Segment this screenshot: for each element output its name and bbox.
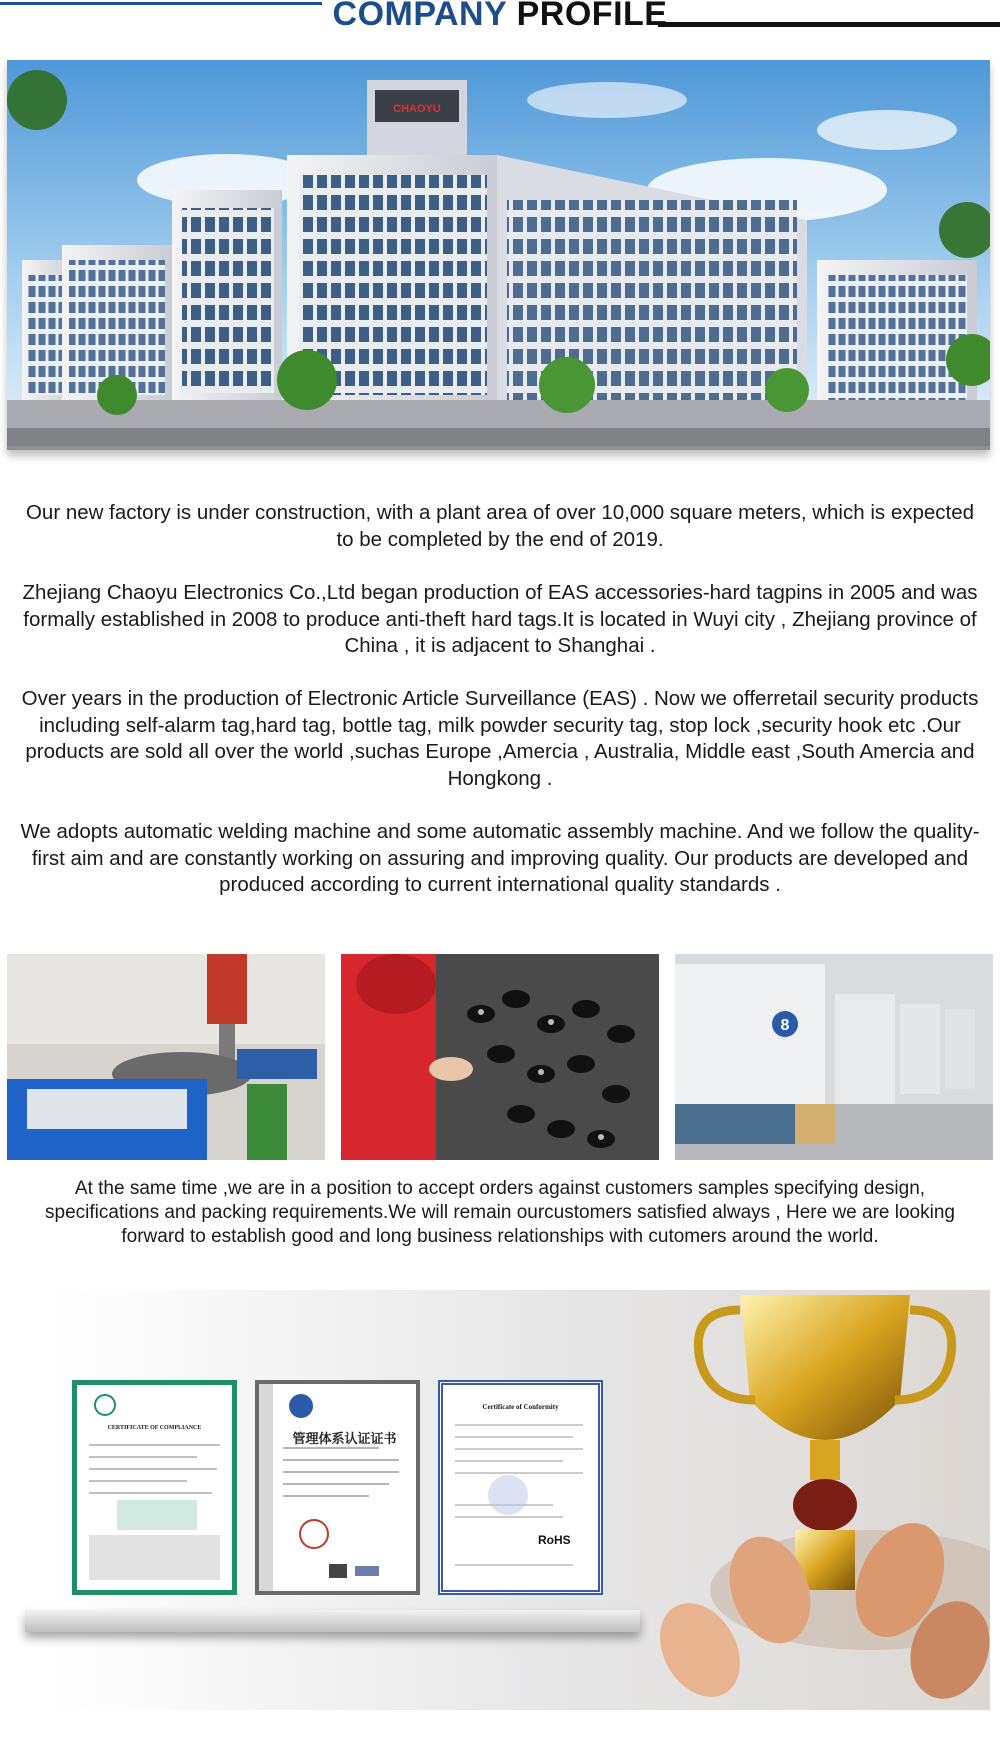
certificate-title: Certificate of Conformity (482, 1403, 559, 1411)
certificate-shelf (25, 1610, 640, 1632)
paragraph-orders: At the same time ,we are in a position to accept orders against customers samples specifying design, specifications and packing requirements.We will remain ourcustomers satisfied always , Here we are looking forward to establish good and long business relationships with cutomers around the world. (45, 1178, 955, 1247)
paragraph-quality: We adopts automatic welding machine and some automatic assembly machine. And we follow the quality-first aim and are constantly working on assuring and improving quality. Our products are developed and produced according to current international quality standards . (20, 820, 980, 896)
hard-tags-assembly-photo (341, 954, 659, 1160)
injection-machines-photo (675, 954, 993, 1160)
rohs-mark: RoHS (538, 1533, 571, 1547)
factory-building-image (7, 60, 990, 450)
page-title-word-2: PROFILE (516, 0, 668, 33)
paragraph-new-factory: Our new factory is under construction, with a plant area of over 10,000 square meters, which is expected to be completed by the end of 2019. (25, 501, 975, 551)
management-system-certificate (255, 1380, 420, 1595)
machine-number: 8 (780, 1017, 790, 1034)
certificate-of-conformity (438, 1380, 603, 1595)
paragraph-company-history: Zhejiang Chaoyu Electronics Co.,Ltd began production of EAS accessories-hard tagpins in 2005 and was formally established in 2008 to produce anti-theft hard tags.It is located in Wuyi city , Zhejiang province of China , it is adjacent to Shanghai . (22, 581, 978, 657)
page-title-word-1: COMPANY (332, 0, 507, 33)
building-sign: CHAOYU (393, 103, 441, 115)
certificate-title: 管理体系认证证书 (292, 1431, 397, 1446)
paragraph-products: Over years in the production of Electronic Article Surveillance (EAS) . Now we offerretail security products including self-alarm tag,hard tag, bottle tag, milk powder security tag, stop lock ,security hook etc .Our products are sold all over the world ,suchas Europe ,Amercia , Australia, Middle east ,South Amercia and Hongkong . (21, 687, 979, 790)
page-title (0, 0, 1000, 34)
certificate-title: CERTIFICATE OF COMPLIANCE (107, 1425, 202, 1431)
welding-machine-photo (7, 954, 325, 1160)
certificate-of-compliance (72, 1380, 237, 1595)
